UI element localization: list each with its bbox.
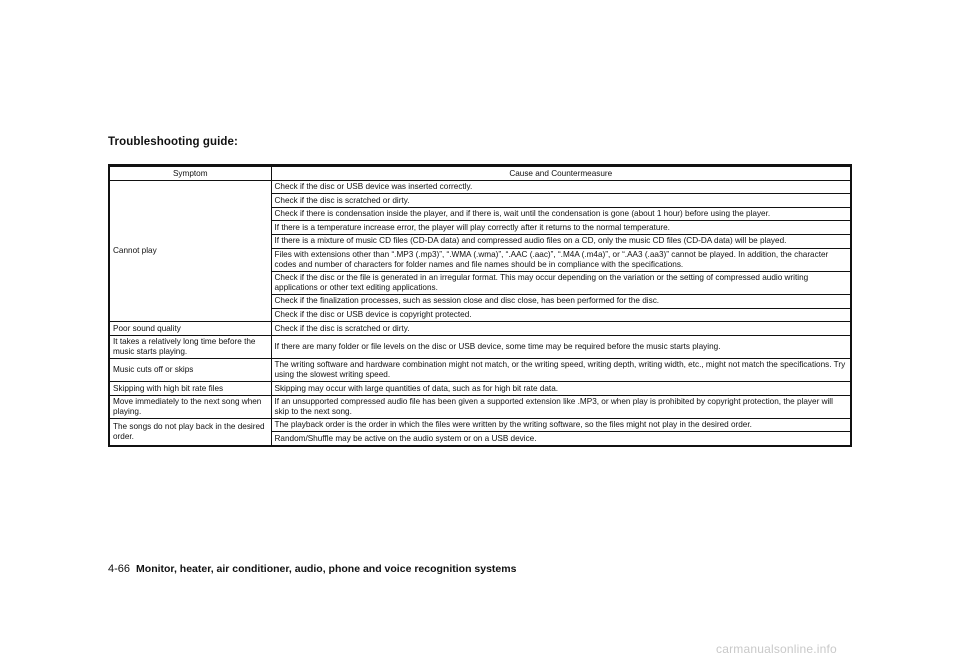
table-row bbox=[109, 418, 851, 432]
watermark: carmanualsonline.info bbox=[716, 642, 837, 656]
cause-cell: Check if the disc or USB device is copyright protected. bbox=[271, 308, 851, 322]
troubleshooting-table bbox=[108, 164, 852, 447]
cause-cell: If there is a temperature increase error, the player will play correctly after it returns to the normal temperature. bbox=[271, 221, 851, 235]
table-row bbox=[109, 382, 851, 396]
cause-cell: The playback order is the order in which the files were written by the writing software, so the files might not play in the desired order. bbox=[271, 418, 851, 432]
cause-column-header: Cause and Countermeasure bbox=[271, 166, 851, 181]
symptom-cell: Move immediately to the next song when playing. bbox=[109, 395, 271, 418]
table-row bbox=[109, 358, 851, 381]
table-row bbox=[109, 335, 851, 358]
table-row bbox=[109, 322, 851, 336]
cause-cell: Check if the disc or USB device was inserted correctly. bbox=[271, 180, 851, 194]
symptom-cell: It takes a relatively long time before the music starts playing. bbox=[109, 335, 271, 358]
page-number: 4-66 bbox=[108, 563, 131, 575]
cause-cell: The writing software and hardware combination might not match, or the writing speed, writing depth, writing width, etc., might not match the specifications. Try using the slowest writing speed. bbox=[271, 358, 851, 381]
cause-cell: Skipping may occur with large quantities of data, such as for high bit rate data. bbox=[271, 382, 851, 396]
cause-cell: If there is a mixture of music CD files (CD-DA data) and compressed audio files on a CD, only the music CD files (CD-DA data) will be played. bbox=[271, 234, 851, 248]
symptom-cell: Music cuts off or skips bbox=[109, 358, 271, 381]
symptom-cell: Skipping with high bit rate files bbox=[109, 382, 271, 396]
cause-cell: Check if the finalization processes, such as session close and disc close, has been performed for the disc. bbox=[271, 294, 851, 308]
symptom-cell: Cannot play bbox=[109, 180, 271, 322]
symptom-column-header: Symptom bbox=[109, 166, 271, 181]
table-header-row bbox=[109, 166, 851, 181]
cause-cell: Check if there is condensation inside the player, and if there is, wait until the condensation is gone (about 1 hour) before using the player. bbox=[271, 207, 851, 221]
page-footer bbox=[108, 563, 516, 575]
table-row bbox=[109, 395, 851, 418]
cause-cell: Random/Shuffle may be active on the audio system or on a USB device. bbox=[271, 432, 851, 446]
section-heading: Troubleshooting guide: bbox=[108, 136, 238, 148]
cause-cell: If an unsupported compressed audio file has been given a supported extension like .MP3, or when play is prohibited by copyright protection, the player will skip to the next song. bbox=[271, 395, 851, 418]
cause-cell: Files with extensions other than “.MP3 (.mp3)”, “.WMA (.wma)”, “.AAC (.aac)”, “.M4A (.m4a)”, or “.AA3 (.aa3)” cannot be played. In addition, the character codes and number of characters for folder names and file names should be in compliance with the specifications. bbox=[271, 248, 851, 271]
symptom-cell: The songs do not play back in the desired order. bbox=[109, 418, 271, 446]
cause-cell: If there are many folder or file levels on the disc or USB device, some time may be required before the music starts playing. bbox=[271, 335, 851, 358]
symptom-cell: Poor sound quality bbox=[109, 322, 271, 336]
cause-cell: Check if the disc is scratched or dirty. bbox=[271, 322, 851, 336]
table-row bbox=[109, 180, 851, 194]
cause-cell: Check if the disc is scratched or dirty. bbox=[271, 194, 851, 208]
cause-cell: Check if the disc or the file is generated in an irregular format. This may occur depending on the variation or the setting of compressed audio writing applications or other text editing applications. bbox=[271, 271, 851, 294]
chapter-title: Monitor, heater, air conditioner, audio, phone and voice recognition systems bbox=[136, 563, 517, 575]
